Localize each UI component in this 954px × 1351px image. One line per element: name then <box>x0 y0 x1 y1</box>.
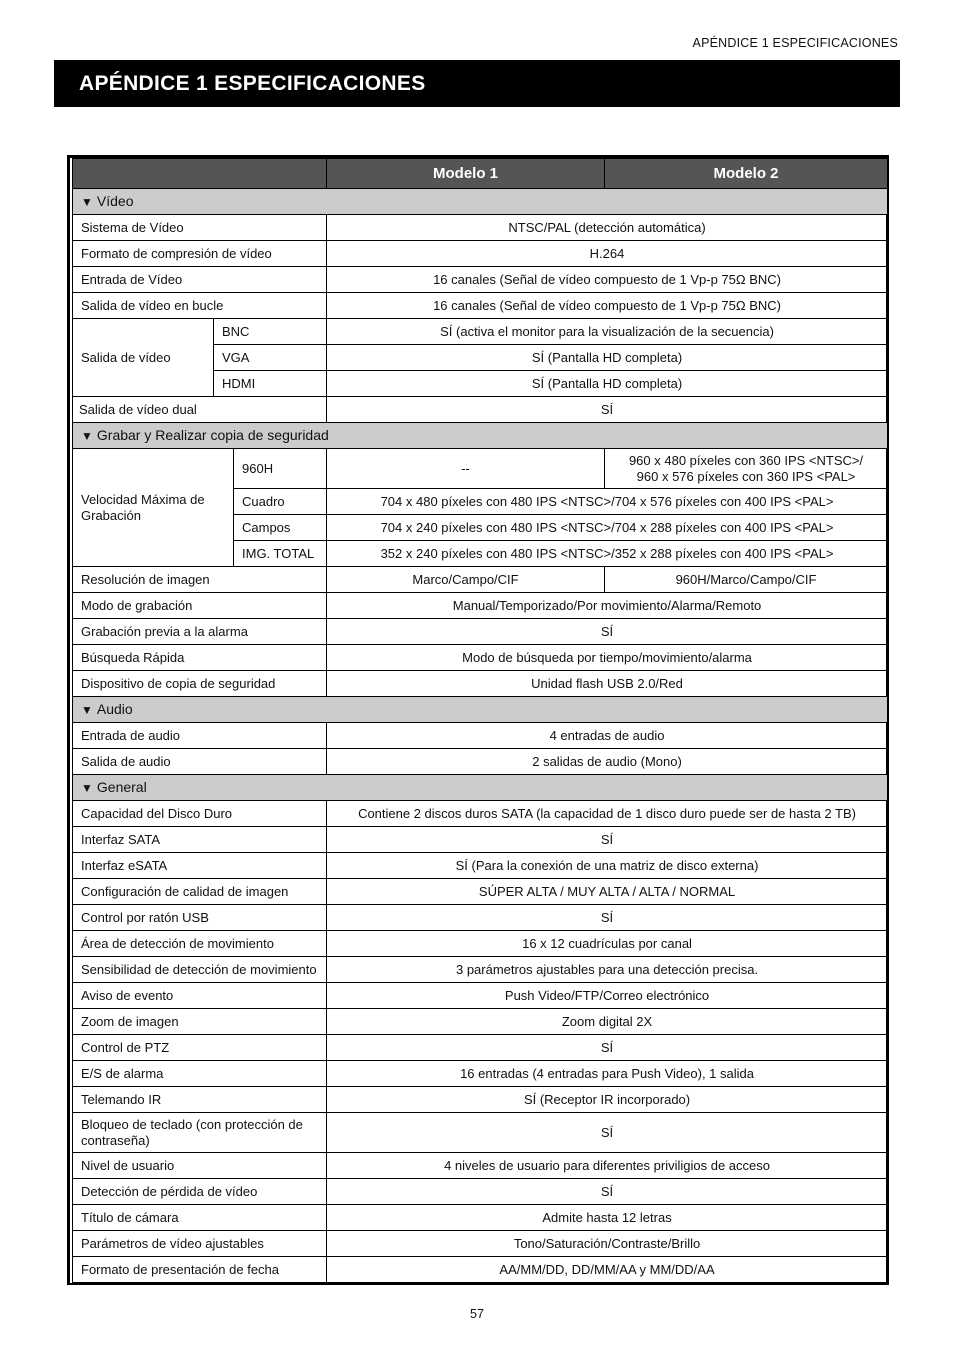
table-row <box>73 1009 888 1035</box>
row-label: Telemando IR <box>73 1087 327 1113</box>
row-label: E/S de alarma <box>73 1061 327 1087</box>
row-label: Salida de vídeo en bucle <box>73 293 327 319</box>
row-label: Control de PTZ <box>73 1035 327 1061</box>
section-row-record <box>73 423 888 449</box>
table-row <box>73 449 888 489</box>
table-row <box>73 1061 888 1087</box>
row-sublabel: 960H <box>234 449 327 489</box>
table-row <box>73 1087 888 1113</box>
row-label: Parámetros de vídeo ajustables <box>73 1231 327 1257</box>
page-title: APÉNDICE 1 ESPECIFICACIONES <box>79 71 426 95</box>
section-header-audio <box>73 697 888 723</box>
row-value: Manual/Temporizado/Por movimiento/Alarma/Remoto <box>327 593 888 619</box>
row-value: Tono/Saturación/Contraste/Brillo <box>327 1231 888 1257</box>
row-value: SÍ <box>327 1179 888 1205</box>
value-line: 960 x 480 píxeles con 360 IPS <NTSC>/ <box>628 452 864 468</box>
table-row <box>73 645 888 671</box>
triangle-down-icon: ▼ <box>81 429 93 443</box>
row-value-modelo-1: Marco/Campo/CIF <box>327 567 605 593</box>
header-blank-cell <box>73 159 327 189</box>
row-label: Dispositivo de copia de seguridad <box>73 671 327 697</box>
triangle-down-icon: ▼ <box>81 195 93 209</box>
row-label: Salida de vídeo <box>73 319 214 397</box>
row-label: Sensibilidad de detección de movimiento <box>73 957 327 983</box>
row-label: Entrada de audio <box>73 723 327 749</box>
running-header: APÉNDICE 1 ESPECIFICACIONES <box>692 36 898 50</box>
section-row-audio <box>73 697 888 723</box>
table-row <box>73 241 888 267</box>
value-line: 960 x 576 píxeles con 360 IPS <PAL> <box>636 468 856 484</box>
row-value: NTSC/PAL (detección automática) <box>327 215 888 241</box>
row-value: SÍ (Receptor IR incorporado) <box>327 1087 888 1113</box>
table-row <box>73 957 888 983</box>
spec-table-frame <box>67 155 889 1285</box>
row-value: 352 x 240 píxeles con 480 IPS <NTSC>/352 x 288 píxeles con 400 IPS <PAL> <box>327 541 888 567</box>
row-label: Interfaz SATA <box>73 827 327 853</box>
row-sublabel: VGA <box>214 345 327 371</box>
row-label: Título de cámara <box>73 1205 327 1231</box>
page-number: 57 <box>470 1307 484 1321</box>
section-title: Grabar y Realizar copia de seguridad <box>96 427 329 443</box>
row-value: SÍ <box>327 397 888 423</box>
row-value: 3 parámetros ajustables para una detección precisa. <box>327 957 888 983</box>
row-value-modelo-2 <box>605 449 888 489</box>
row-label: Grabación previa a la alarma <box>73 619 327 645</box>
row-label: Capacidad del Disco Duro <box>73 801 327 827</box>
row-value: 4 niveles de usuario para diferentes priviligios de acceso <box>327 1153 888 1179</box>
table-row <box>73 267 888 293</box>
table-row <box>73 671 888 697</box>
row-label: Control por ratón USB <box>73 905 327 931</box>
section-row-general <box>73 775 888 801</box>
row-sublabel: Campos <box>234 515 327 541</box>
table-row <box>73 827 888 853</box>
row-value: 2 salidas de audio (Mono) <box>327 749 888 775</box>
row-value: SÍ (Para la conexión de una matriz de disco externa) <box>327 853 888 879</box>
row-label: Modo de grabación <box>73 593 327 619</box>
row-label: Nivel de usuario <box>73 1153 327 1179</box>
table-row <box>73 905 888 931</box>
table-row <box>73 1113 888 1153</box>
table-row <box>73 1231 888 1257</box>
spec-table <box>72 158 888 1283</box>
row-label: Entrada de Vídeo <box>73 267 327 293</box>
row-value: 16 canales (Señal de vídeo compuesto de 1 Vp-p 75Ω BNC) <box>327 293 888 319</box>
row-label: Formato de compresión de vídeo <box>73 241 327 267</box>
row-label: Aviso de evento <box>73 983 327 1009</box>
row-value: SÍ <box>327 619 888 645</box>
table-row <box>73 879 888 905</box>
col-header-modelo-1: Modelo 1 <box>327 159 605 189</box>
row-label: Búsqueda Rápida <box>73 645 327 671</box>
row-label: Salida de vídeo dual <box>73 397 327 423</box>
row-value: Admite hasta 12 letras <box>327 1205 888 1231</box>
row-value: H.264 <box>327 241 888 267</box>
row-value: SÍ <box>327 1113 888 1153</box>
row-value: SÚPER ALTA / MUY ALTA / ALTA / NORMAL <box>327 879 888 905</box>
table-row <box>73 749 888 775</box>
row-sublabel: BNC <box>214 319 327 345</box>
section-row-video <box>73 189 888 215</box>
row-value: 704 x 240 píxeles con 480 IPS <NTSC>/704 x 288 píxeles con 400 IPS <PAL> <box>327 515 888 541</box>
row-sublabel: IMG. TOTAL <box>234 541 327 567</box>
row-label: Sistema de Vídeo <box>73 215 327 241</box>
triangle-down-icon: ▼ <box>81 781 93 795</box>
row-sublabel: Cuadro <box>234 489 327 515</box>
row-value: SÍ (Pantalla HD completa) <box>327 371 888 397</box>
title-bar <box>54 60 900 107</box>
row-value: 16 x 12 cuadrículas por canal <box>327 931 888 957</box>
row-value: 704 x 480 píxeles con 480 IPS <NTSC>/704 x 576 píxeles con 400 IPS <PAL> <box>327 489 888 515</box>
table-row <box>73 931 888 957</box>
table-row <box>73 1035 888 1061</box>
row-value: 4 entradas de audio <box>327 723 888 749</box>
table-row <box>73 723 888 749</box>
row-label: Formato de presentación de fecha <box>73 1257 327 1283</box>
row-value: Unidad flash USB 2.0/Red <box>327 671 888 697</box>
row-label: Configuración de calidad de imagen <box>73 879 327 905</box>
section-header-record <box>73 423 888 449</box>
triangle-down-icon: ▼ <box>81 703 93 717</box>
table-row <box>73 983 888 1009</box>
row-value: SÍ <box>327 1035 888 1061</box>
row-label: Velocidad Máxima de Grabación <box>73 449 234 567</box>
row-value: Zoom digital 2X <box>327 1009 888 1035</box>
row-value: SÍ (activa el monitor para la visualización de la secuencia) <box>327 319 888 345</box>
row-value: Contiene 2 discos duros SATA (la capacidad de 1 disco duro puede ser de hasta 2 TB) <box>327 801 888 827</box>
row-label: Interfaz eSATA <box>73 853 327 879</box>
table-row <box>73 593 888 619</box>
table-row <box>73 619 888 645</box>
table-row <box>73 853 888 879</box>
section-header-general <box>73 775 888 801</box>
row-value: SÍ <box>327 827 888 853</box>
section-header-video <box>73 189 888 215</box>
table-row <box>73 397 888 423</box>
table-row <box>73 1153 888 1179</box>
row-label: Resolución de imagen <box>73 567 327 593</box>
row-label: Área de detección de movimiento <box>73 931 327 957</box>
table-row <box>73 567 888 593</box>
row-value: Push Video/FTP/Correo electrónico <box>327 983 888 1009</box>
table-row <box>73 1179 888 1205</box>
table-row <box>73 1205 888 1231</box>
section-title: Audio <box>96 701 133 717</box>
table-row <box>73 1257 888 1283</box>
row-value: Modo de búsqueda por tiempo/movimiento/alarma <box>327 645 888 671</box>
row-label: Zoom de imagen <box>73 1009 327 1035</box>
row-sublabel: HDMI <box>214 371 327 397</box>
table-row <box>73 215 888 241</box>
table-row <box>73 293 888 319</box>
col-header-modelo-2: Modelo 2 <box>605 159 888 189</box>
section-title: Vídeo <box>96 193 134 209</box>
table-header-row <box>73 159 888 189</box>
row-value-modelo-1: -- <box>327 449 605 489</box>
row-value: SÍ (Pantalla HD completa) <box>327 345 888 371</box>
row-value-modelo-2: 960H/Marco/Campo/CIF <box>605 567 888 593</box>
section-title: General <box>96 779 147 795</box>
row-label: Bloqueo de teclado (con protección de contraseña) <box>73 1113 327 1153</box>
row-value: 16 entradas (4 entradas para Push Video), 1 salida <box>327 1061 888 1087</box>
table-row <box>73 319 888 345</box>
row-label: Detección de pérdida de vídeo <box>73 1179 327 1205</box>
row-value: 16 canales (Señal de vídeo compuesto de 1 Vp-p 75Ω BNC) <box>327 267 888 293</box>
row-value: AA/MM/DD, DD/MM/AA y MM/DD/AA <box>327 1257 888 1283</box>
row-value: SÍ <box>327 905 888 931</box>
row-label: Salida de audio <box>73 749 327 775</box>
table-row <box>73 801 888 827</box>
